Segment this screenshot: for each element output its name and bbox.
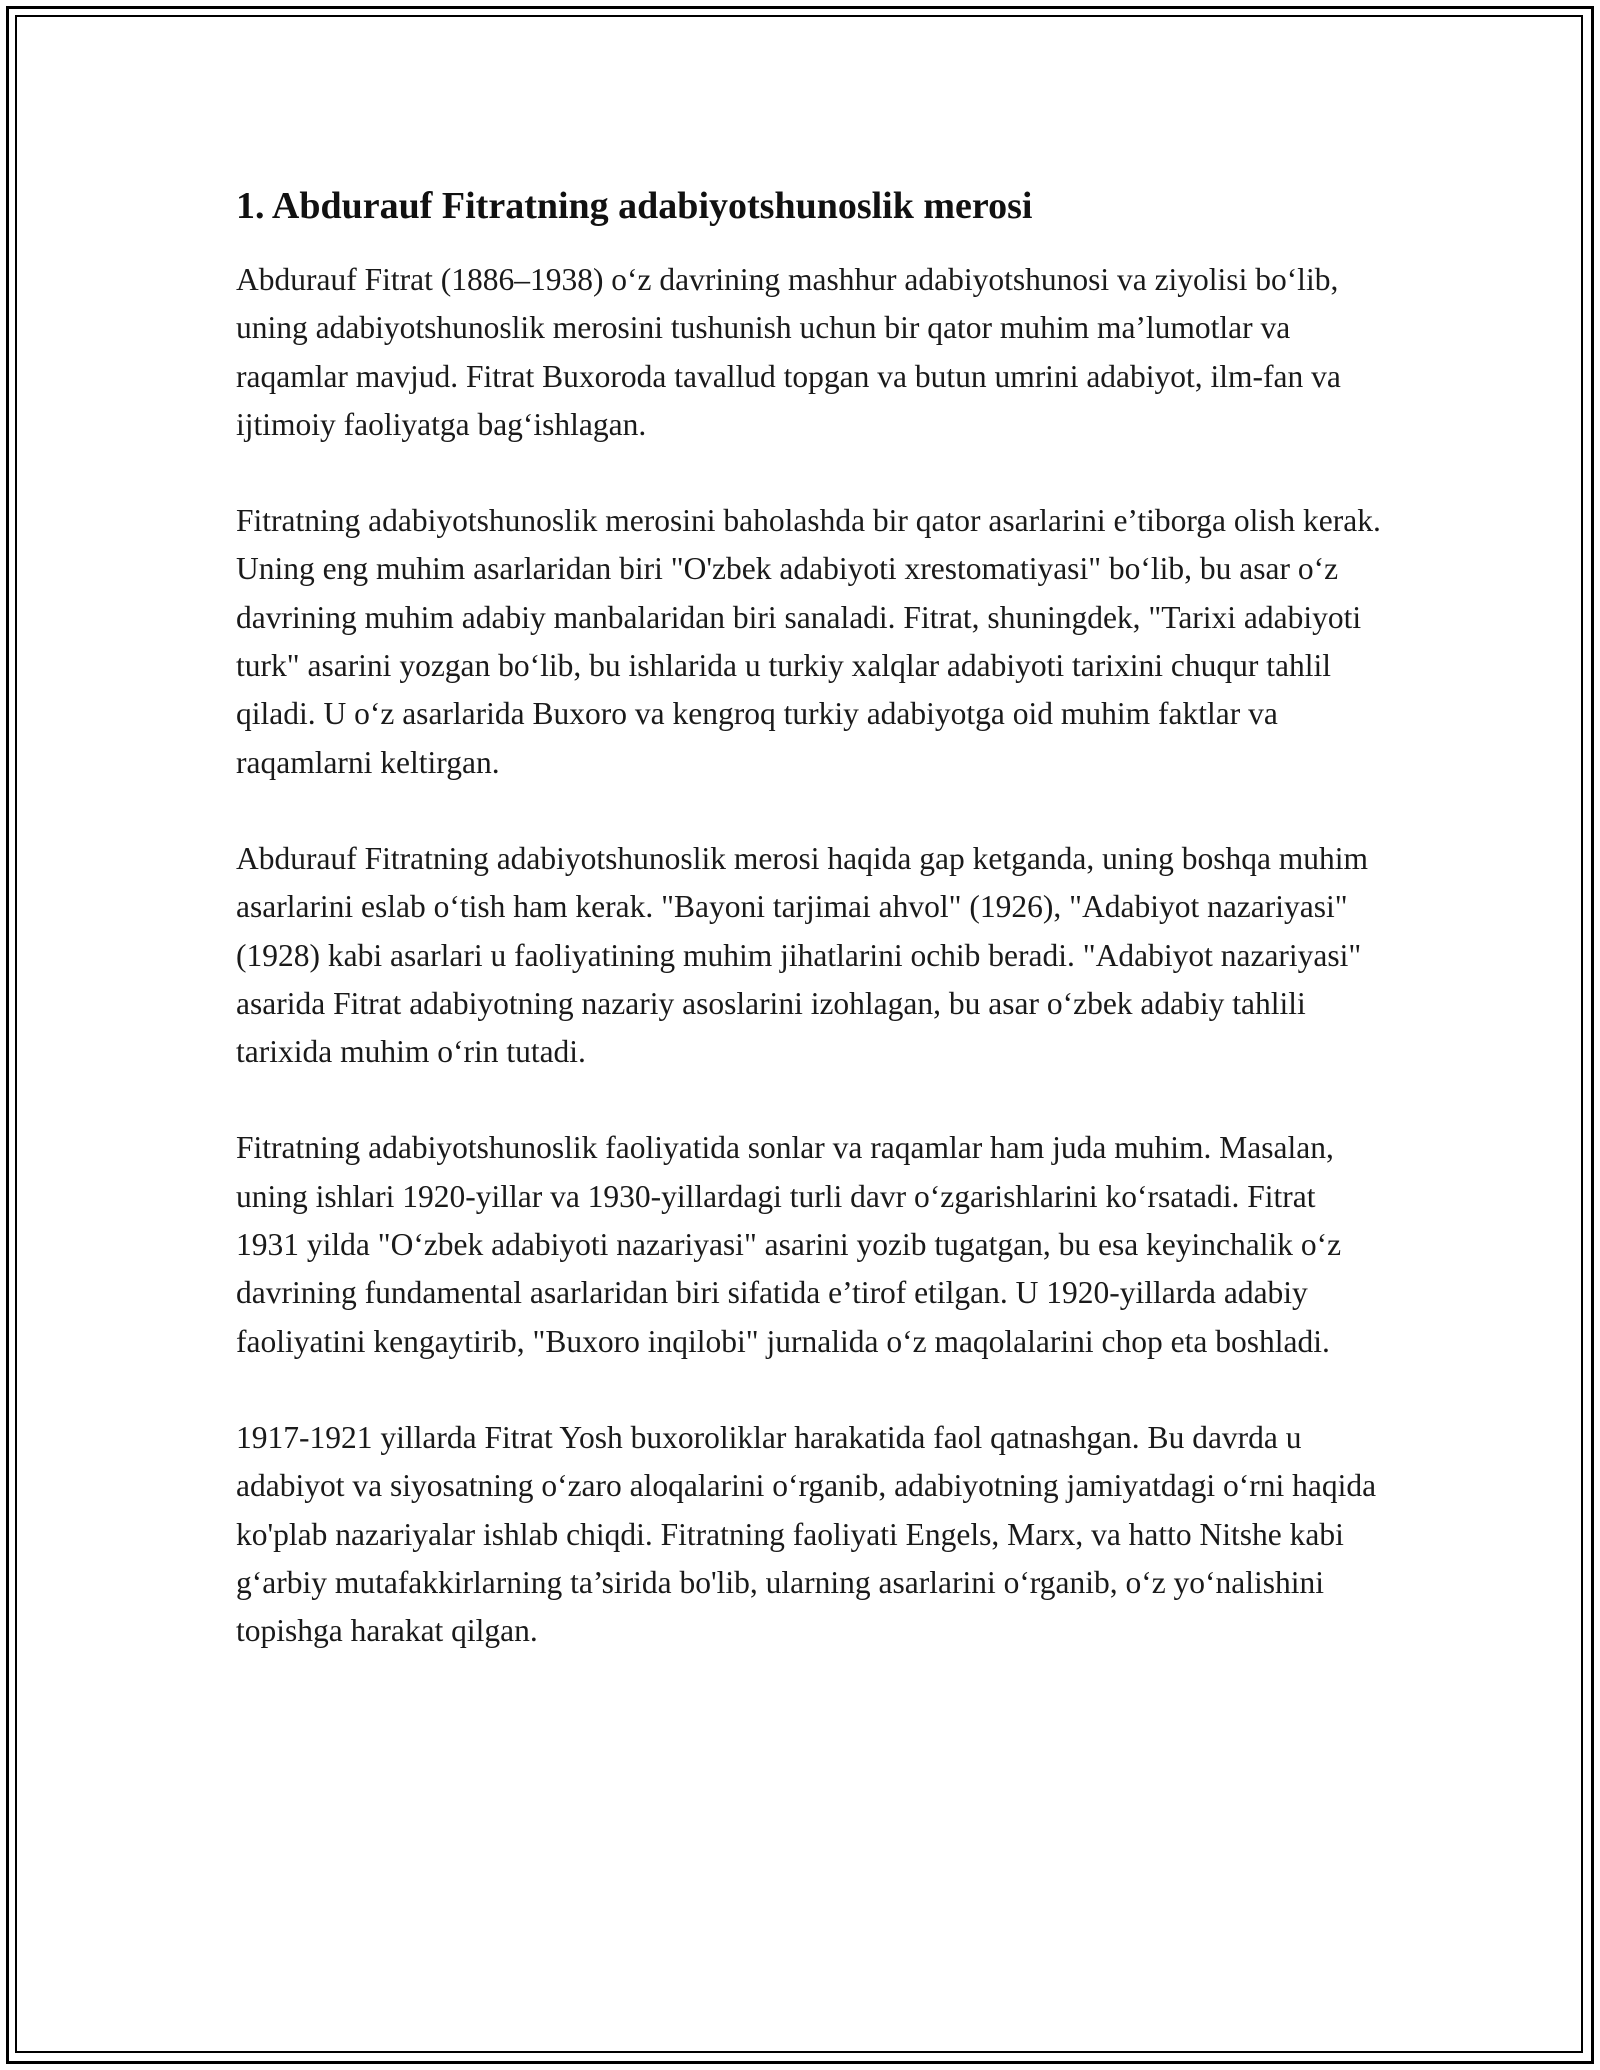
paragraph-4: Fitratning adabiyotshunoslik faoliyatida sonlar va raqamlar ham juda muhim. Masalan, uning ishlari 1920-yillar va 1930-yillardagi turli davr o‘zgarishlarini ko‘rsatadi. Fitrat 1931 yilda "O‘zbek adabiyoti nazariyasi" asarini yozib tugatgan, bu esa keyinchalik o‘z davrining fundamental asarlaridan biri sifatida e’tirof etilgan. U 1920-yillarda adabiy faoliyatini kengaytirib, "Buxoro inqilobi" jurnalida o‘z maqolalarini chop eta boshladi. [236,1130,1342,1359]
paragraph-2: Fitratning adabiyotshunoslik merosini baholashda bir qator asarlarini e’tiborga olish kerak. Uning eng muhim asarlaridan biri "O'zbek adabiyoti xrestomatiyasi" bo‘lib, bu asar o‘z davrining muhim adabiy manbalaridan biri sanaladi. Fitrat, shuningdek, "Tarixi adabiyoti turk" asarini yozgan bo‘lib, bu ishlarida u turkiy xalqlar adabiyoti tarixini chuqur tahlil qiladi. U o‘z asarlarida Buxoro va kengroq turkiy adabiyotga oid muhim faktlar va raqamlarni keltirgan. [236,503,1381,780]
section-heading: 1. Abdurauf Fitratning adabiyotshunoslik merosi [236,185,1033,227]
paragraph-1: Abdurauf Fitrat (1886–1938) o‘z davrining mashhur adabiyotshunosi va ziyolisi bo‘lib, uning adabiyotshunoslik merosini tushunish uchun bir qator muhim ma’lumotlar va raqamlar mavjud. Fitrat Buxoroda tavallud topgan va butun umrini adabiyot, ilm-fan va ijtimoiy faoliyatga bag‘ishlagan. [236,262,1341,442]
document-body [236,182,1386,1655]
paragraph-3: Abdurauf Fitratning adabiyotshunoslik merosi haqida gap ketganda, uning boshqa muhim asarlarini eslab o‘tish ham kerak. "Bayoni tarjimai ahvol" (1926), "Adabiyot nazariyasi" (1928) kabi asarlari u faoliyatining muhim jihatlarini ochib beradi. "Adabiyot nazariyasi" asarida Fitrat adabiyotning nazariy asoslarini izohlagan, bu asar o‘zbek adabiy tahlili tarixida muhim o‘rin tutadi. [236,840,1369,1070]
paragraph-5: 1917-1921 yillarda Fitrat Yosh buxoroliklar harakatida faol qatnashgan. Bu davrda u adabiyot va siyosatning o‘zaro aloqalarini o‘rganib, adabiyotning jamiyatdagi o‘rni haqida ko'plab nazariyalar ishlab chiqdi. Fitratning faoliyati Engels, Marx, va hatto Nitshe kabi g‘arbiy mutafakkirlarning ta’sirida bo'lib, ularning asarlarini o‘rganib, o‘z yo‘nalishini topishga harakat qilgan. [236,1419,1377,1649]
